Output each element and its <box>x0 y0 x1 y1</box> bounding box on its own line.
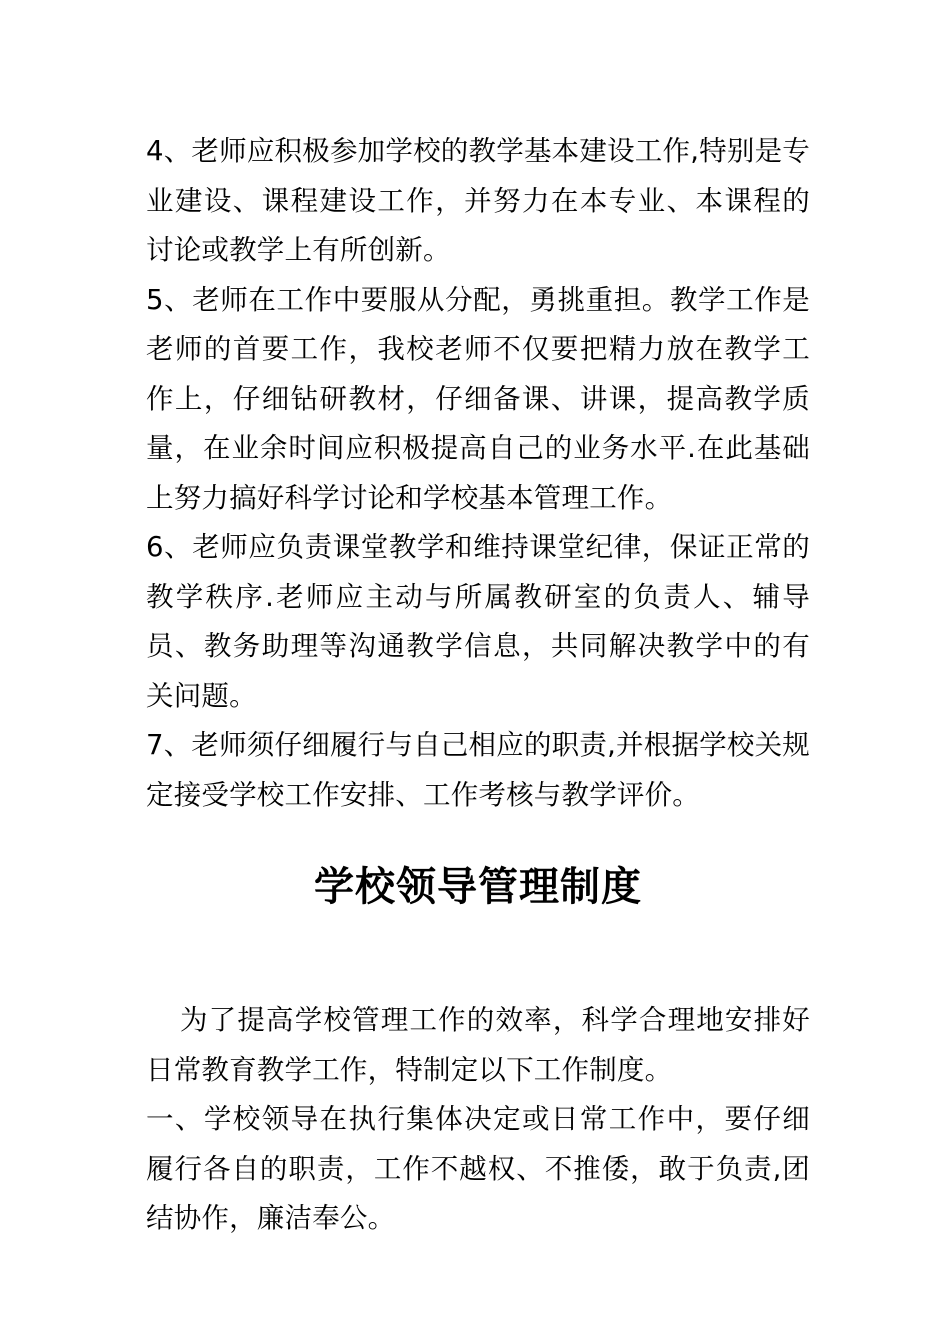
paragraph-item-6: 6、老师应负责课堂教学和维持课堂纪律，保证正常的教学秩序.老师应主动与所属教研室的负责人、辅导员、教务助理等沟通教学信息，共同解决教学中的有关问题。 <box>146 531 810 712</box>
section-title: 学校领导管理制度 <box>314 864 642 910</box>
paragraph-item-4: 4、老师应积极参加学校的教学基本建设工作,特别是专业建设、课程建设工作，并努力在本专业、本课程的讨论或教学上有所创新。 <box>146 135 810 266</box>
paragraph-item-one: 一、学校领导在执行集体决定或日常工作中，要仔细履行各自的职责，工作不越权、不推倭，敢于负责,团结协作，廉洁奉公。 <box>146 1103 810 1234</box>
paragraph-item-5: 5、老师在工作中要服从分配，勇挑重担。教学工作是老师的首要工作，我校老师不仅要把精力放在教学工作上，仔细钻研教材，仔细备课、讲课，提高教学质量，在业余时间应积极提高自己的业务水平.在此基础上努力搞好科学讨论和学校基本管理工作。 <box>146 283 810 514</box>
document-page <box>146 127 810 1244</box>
title-spacer <box>146 917 810 996</box>
intro-paragraph: 为了提高学校管理工作的效率，科学合理地安排好日常教育教学工作，特制定以下工作制度。 <box>146 1004 810 1086</box>
paragraph-item-7: 7、老师须仔细履行与自己相应的职责,并根据学校关规定接受学校工作安排、工作考核与教学评价。 <box>146 729 810 811</box>
